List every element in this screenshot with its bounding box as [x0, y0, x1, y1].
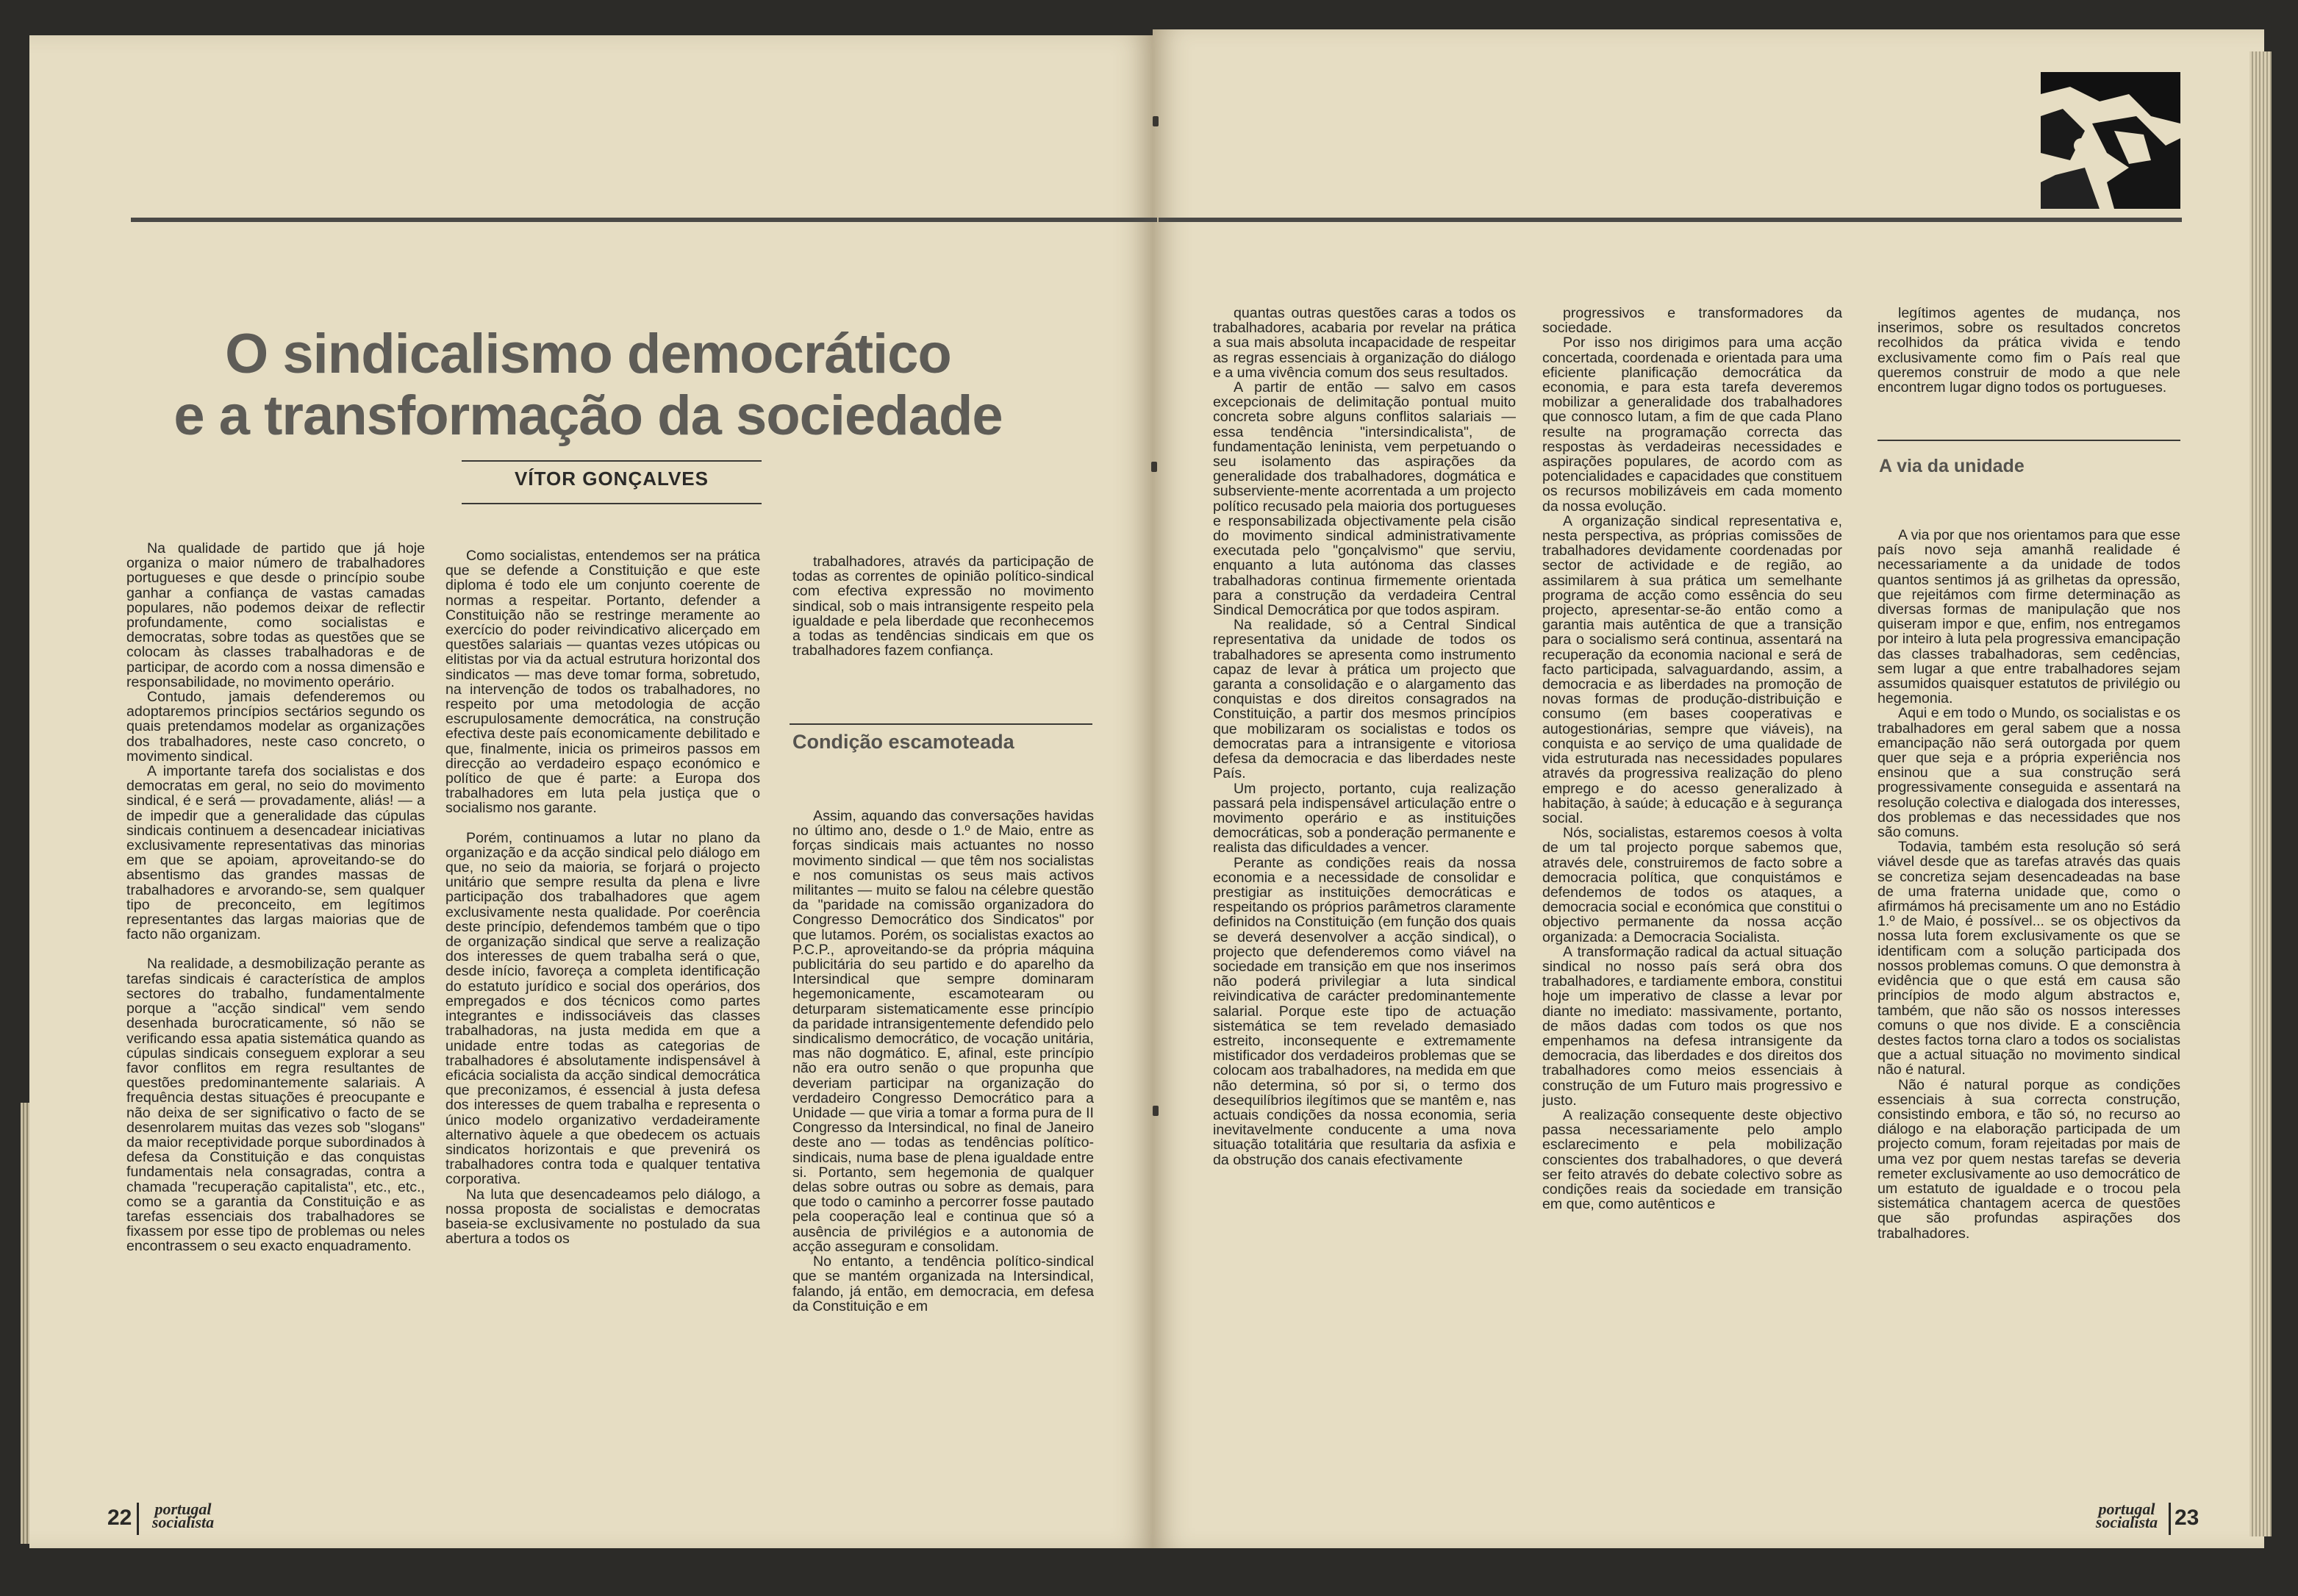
paragraph: Perante as condições reais da nossa economia e a necessidade de consolidar e prestigiar as instituições democráticas e respeitando os próprios parâmetros claramente definidos na Constituição (em função dos quais se deverá desenvolver a acção sindical), o projecto que defenderemos como viável na sociedade em transição em que nos inserimos não poderá privilegiar a luta sindical reivindicativa de carácter predominantemente salarial. Porque este tipo de actuação sistemática se tem revelado demasiado estreito, inconsequente e extremamente mistificador dos verdadeiros problemas que se colocam aos trabalhadores, na medida em que não determina, só por si, o termo dos desequilíbrios ilegítimos que se mantêm e, nas actuais condições da nossa economia, seria inevitavelmente conducente a uma nova situação totalitária que resultaria da asfixia e da obstrução dos canais efectivamente: [1213, 854, 1516, 1168]
column-6-top: [1878, 306, 2180, 395]
title-line-2: e a transformação da sociedade: [173, 384, 1003, 447]
column-3-bottom: [792, 809, 1094, 1314]
footer-divider-left: [137, 1503, 139, 1535]
subhead-condicao: Condição escamoteada: [792, 731, 1014, 753]
brand-line-1: portugal: [154, 1500, 212, 1518]
column-3-top: [792, 554, 1094, 658]
byline-rule-top: [462, 460, 762, 462]
brand-logo-right: [2086, 1500, 2167, 1531]
page-number-left: 22: [107, 1506, 132, 1530]
paragraph: A via por que nos orientamos para que esse país novo seja amanhã realidade é necessariamente a da unidade de todos quantos sentimos já as grilhetas da opressão, que rejeitámos com firme determinação as diversas formas de manipulação que nos quiseram impor e que, enfim, nos entregamos por inteiro à luta pela progressiva emancipação das classes trabalhadoras, sem cedências, sem lugar a que entre trabalhadores sejam assumidos quaisquer estatutos de privilégio ou hegemonia.: [1878, 527, 2180, 707]
paragraph: Não é natural porque as condições essenciais à sua correcta construção, consistindo embora, e tão só, no recurso ao diálogo e na elaboração participada de um projecto comum, foram rejeitadas por mais de uma vez por quem nestas tarefas se deveria remeter exclusivamente ao uso democrático de um estatuto de igualdade e o trocou pela sistemática chantagem acerca de questões que são profundas aspirações dos trabalhadores.: [1878, 1076, 2180, 1242]
paragraph: Nós, socialistas, estaremos coesos à volta de um tal projecto porque sabemos que, através dele, construiremos de facto sobre a democracia política, que conquistámos e defendemos de todos os ataques, a democracia social e económica que constitui o objectivo permanente da nossa acção organizada: a Democracia Socialista.: [1542, 825, 1842, 945]
column-2: [445, 548, 760, 1246]
subhead-rule: [790, 723, 1092, 725]
paragraph: progressivos e transformadores da sociedade.: [1542, 305, 1842, 337]
subhead-via-unidade: A via da unidade: [1879, 456, 2025, 476]
paragraph: trabalhadores, através da participação de todas as correntes de opinião político-sindical com efectiva expressão no movimento sindical, sob o mais intransigente respeito pela igualdade e pela liberdade que reconhecemos a todas as tendências sindicais em que os trabalhadores fazem confiança.: [792, 554, 1094, 659]
binding-staple-bottom: [1153, 1106, 1159, 1116]
paragraph: A realização consequente deste objectivo passa necessariamente pelo amplo esclarecimento e pela mobilização conscientes dos trabalhadores, o que deverá ser feito através do debate colectivo sobre as condições reais da sociedade em transição em que, como autênticos e: [1542, 1106, 1842, 1213]
footer-divider-right: [2169, 1503, 2171, 1535]
header-photo: [2041, 72, 2180, 209]
brand-line-2: socialista: [2095, 1513, 2158, 1531]
column-6-bottom: [1878, 528, 2180, 1241]
paragraph: A importante tarefa dos socialistas e dos democratas em geral, no seio do movimento sindical, é e será — provadamente, aliás! — a de impedir que a generalidade das cúpulas sindicais continuem a desencadear iniciativas exclusivamente representativas das minorias em que se apoiam, aproveitando-se do absentismo das grandes massas de trabalhadores e arvorando-se, sem qualquer tipo de preconceito, em legítimos representantes das largas maiorias que de facto não organizam.: [126, 763, 425, 943]
paragraph: A organização sindical representativa e, nesta perspectiva, as próprias comissões de trabalhadores devidamente coordenadas por sector de actividade e de região, ao assimilarem à sua prática um semelhante programa de acção como essência do seu projecto, apresentar-se-ão então como a garantia mais autêntica de que a transição para o socialismo será continua, assentará na recuperação da economia nacional e será de facto participada, salvaguardando, assim, a democracia e as liberdades na promoção de novas formas de produção-distribuição e consumo (em bases cooperativas e autogestionárias, sempre que viáveis), na conquista e ao serviço de uma qualidade de vida estruturada nas necessidades populares através da progressiva realização do pleno emprego e do acesso generalizado à habitação, à saúde; à educação e à segurança social.: [1542, 512, 1842, 826]
title-line-1: O sindicalismo democrático: [225, 323, 951, 385]
brand-line-2: socialista: [151, 1513, 215, 1531]
paragraph: Na realidade, a desmobilização perante as tarefas sindicais é característica de amplos sectores do trabalho, fundamentalmente porque a "acção sindical" vem sendo desenhada burocraticamente, só não se verificando essa apatia sistemática quando as cúpulas sindicais conseguem explorar a seu favor conflitos em regra resultantes de questões predominantemente salariais. A frequência destas situações é preocupante e não deixa de ser significativo o facto de se desenrolarem muitas das vezes sob "slogans" da maior receptividade porque subordinados à defesa da Constituição e das conquistas fundamentais nela consagradas, contra a chamada "recuperação capitalista", etc., etc., como se a garantia da Constituição e as tarefas essenciais dos trabalhadores se fixassem por esse tipo de problemas ou neles encontrassem o seu exacto enquadramento.: [126, 956, 425, 1255]
paragraph: Como socialistas, entendemos ser na prática que se defende a Constituição e que este diploma é todo ele um conjunto coerente de normas a respeitar. Portanto, defender a Constituição não se restringe meramente ao exercício do poder reivindicativo alicerçado em questões salariais — quantas vezes utópicas ou elitistas por via da actual estrutura horizontal dos sindicatos — mas deve tomar forma, sobretudo, na intervenção de todos os trabalhadores, no respeito por uma metodologia de acção escrupulosamente democrática, na construção efectiva deste país economicamente debilitado e que, finalmente, inicia os primeiros passos em direcção ao verdadeiro espaço económico e político de que é parte: a Europa dos trabalhadores em luta pela justiça que o socialismo nos garante.: [445, 548, 760, 817]
page-edges-right: [2249, 51, 2272, 1536]
paragraph: Todavia, também esta resolução só será viável desde que as tarefas através das quais se concretiza sejam desencadeadas na base de uma fraterna unidade que, como o afirmámos há precisamente um ano no Estádio 1.º de Maio, é possível... se os objectivos da nossa luta forem exclusivamente os que se identificam com a solução participada dos nossos problemas comuns. O que demonstra à evidência que o que está em causa são princípios de modo algum abstractos e, também, que não são os nossos interesses comuns o que nos divide. E a consciência destes factos torna claro a todos os socialistas que a actual situação no movimento sindical não é natural.: [1878, 839, 2180, 1078]
author-byline: VÍTOR GONÇALVES: [515, 468, 709, 490]
paragraph: Na qualidade de partido que já hoje organiza o maior número de trabalhadores portugueses e que desde o princípio soube ganhar a confiança de vastas camadas populares, não podemos deixar de reflectir profundamente, como socialistas e democratas, sobre todas as questões que se colocam às classes trabalhadoras e de participar, de acordo com a nossa dimensão e responsabilidade, no movimento operário.: [126, 540, 425, 690]
paragraph: Contudo, jamais defenderemos ou adoptaremos princípios sectários segundo os quais pretendamos modelar as organizações dos trabalhadores, neste caso concreto, o movimento sindical.: [126, 689, 425, 765]
paragraph: Assim, aquando das conversações havidas no último ano, desde o 1.º de Maio, entre as forças sindicais mais actuantes no nosso movimento sindical — que têm nos socialistas e nos comunistas os seus mais activos militantes — muito se falou na célebre questão da "paridade na comissão organizadora do Congresso Democrático dos Sindicatos" por que lutamos. Porém, os socialistas exactos ao P.C.P., aproveitando-se da própria máquina publicitária do seu partido e do aparelho da Intersindical que sempre dominaram hegemonicamente, escamotearam ou deturparam sistematicamente esse princípio da paridade intransigentemente defendido pelo sindicalismo democrático, de vocação unitária, mas não dogmático. E, afinal, este princípio não era outro senão o que propunha que deveriam participar na organização do verdadeiro Congresso Democrático para a Unidade — que viria a tomar a forma pura de II Congresso da Intersindical, no final de Janeiro deste ano — todas as tendências político-sindicais, numa base de plena igualdade entre si. Portanto, sem hegemonia de qualquer delas sobre outras ou sobre as demais, para que todo o caminho a percorrer fosse pautado pela cooperação leal e continua que só a ausência de privilégios e a autonomia de acção asseguram e consolidam.: [792, 808, 1094, 1255]
header-rule-left: [131, 218, 1157, 222]
paragraph: legítimos agentes de mudança, nos inserimos, sobre os resultados concretos recolhidos da prática vivida e tendo exclusivamente como fim o País real que queremos construir de modo a que nele encontrem lugar digno todos os portugueses.: [1878, 305, 2180, 396]
article-title: [110, 323, 1066, 447]
page-number-right: 23: [2174, 1506, 2199, 1530]
paragraph: A partir de então — salvo em casos excepcionais de delimitação pontual muito concreta sobre alguns conflitos salariais — essa tendência "intersindicalista", de fundamentação leninista, vem perpetuando o seu isolamento das aspirações da generalidade dos trabalhadores, dogmática e subserviente-mente acorrentada a um projecto político recusado pela maioria dos portugueses e responsabilizada objectivamente pela cisão do movimento sindical administrativamente executada pelo "gonçalvismo" que serviu, enquanto a luta autónoma das classes trabalhadoras continua firmemente orientada para a construção da verdadeira Central Sindical Democrática por que todos aspiram.: [1213, 379, 1516, 619]
paragraph: No entanto, a tendência político-sindical que se mantém organizada na Intersindical, falando, já então, em democracia, em defesa da Constituição e em: [792, 1253, 1094, 1314]
paragraph: Na luta que desencadeamos pelo diálogo, a nossa proposta de socialistas e democratas baseia-se exclusivamente no postulado da sua abertura a todos os: [445, 1186, 760, 1248]
paragraph: Um projecto, portanto, cuja realização passará pela indispensável articulação entre o movimento operário e as instituições democráticas, sob a ponderação permanente e realista das dificuldades a vencer.: [1213, 780, 1516, 856]
column-5: [1542, 306, 1842, 1212]
paragraph: quantas outras questões caras a todos os trabalhadores, acabaria por revelar na prática a sua mais absoluta incapacidade de respeitar as regras essenciais à organização do diálogo e a uma vivência comum dos seus resultados.: [1213, 305, 1516, 381]
column-4: [1213, 306, 1516, 1167]
byline-rule-bottom: [462, 503, 762, 504]
paragraph: Na realidade, só a Central Sindical representativa da unidade de todos os trabalhadores se apresenta como instrumento capaz de levar à prática um projecto que garanta a consolidação e o alargamento das conquistas e dos direitos consagrados na Constituição, a partir dos mesmos princípios que mobilizaram os socialistas e todos os democratas para a intransigente e vitoriosa defesa da democracia e das liberdades neste País.: [1213, 617, 1516, 782]
paragraph: A transformação radical da actual situação sindical no nosso país será obra dos trabalhadores, e tardiamente embora, constitui hoje um imperativo de classe a levar por diante no imediato: massivamente, portanto, de mãos dadas com todos os que nos empenhamos na defesa intransigente da democracia, das liberdades e dos direitos dos trabalhadores como meios essenciais à construção de um Futuro mais progressivo e justo.: [1542, 943, 1842, 1109]
paragraph: Aqui e em todo o Mundo, os socialistas e os trabalhadores em geral sabem que a nossa emancipação não será outorgada por quem quer que seja e a própria experiência nos ensinou que a sua construção será progressivamente conseguida e assentará na resolução colectiva e dialogada dos interesses, dos problemas e das necessidades que nos são comuns.: [1878, 705, 2180, 841]
subhead-rule: [1878, 440, 2180, 441]
binding-staple-top: [1153, 116, 1159, 126]
header-rule-right: [1159, 218, 2182, 222]
paragraph: Porém, continuamos a lutar no plano da organização e da acção sindical pelo diálogo em que, no seio da maioria, se forjará o projecto unitário que sempre resulta da plena e livre participação dos trabalhadores que agem exclusivamente nesta qualidade. Por coerência deste princípio, defendemos também que o tipo de organização sindical que serve a realização dos interesses de quem trabalha será o que, desde início, favoreça a completa identificação do estatuto jurídico e social dos operários, dos empregados e dos técnicos como partes integrantes e indissociáveis das classes trabalhadoras, na justa medida em que a unidade entre todas as categorias de trabalhadores é absolutamente indispensável à eficácia socialista da acção sindical democrática que preconizamos, é essencial à justa defesa dos interesses de quem trabalha e representa o único modelo organizativo verdadeiramente alternativo àquele a que obedecem os actuais sindicatos horizontais e que prevenirá os trabalhadores contra toda e qualquer tentativa corporativa.: [445, 829, 760, 1188]
paragraph: Por isso nos dirigimos para uma acção concertada, coordenada e orientada para uma eficiente planificação democrática da economia, e para esta tarefa deveremos mobilizar a generalidade dos trabalhadores que connosco lutam, a fim de que cada Plano resulte na programação correcta das respostas às verdadeiras necessidades e aspirações populares, de acordo com as potencialidades e capacidades que constituem os recursos mobilizáveis em cada momento da nossa evolução.: [1542, 334, 1842, 515]
binding-staple-middle: [1151, 462, 1157, 472]
brand-line-1: portugal: [2098, 1500, 2155, 1518]
column-1: [126, 541, 425, 1254]
brand-logo-left: [143, 1500, 223, 1531]
